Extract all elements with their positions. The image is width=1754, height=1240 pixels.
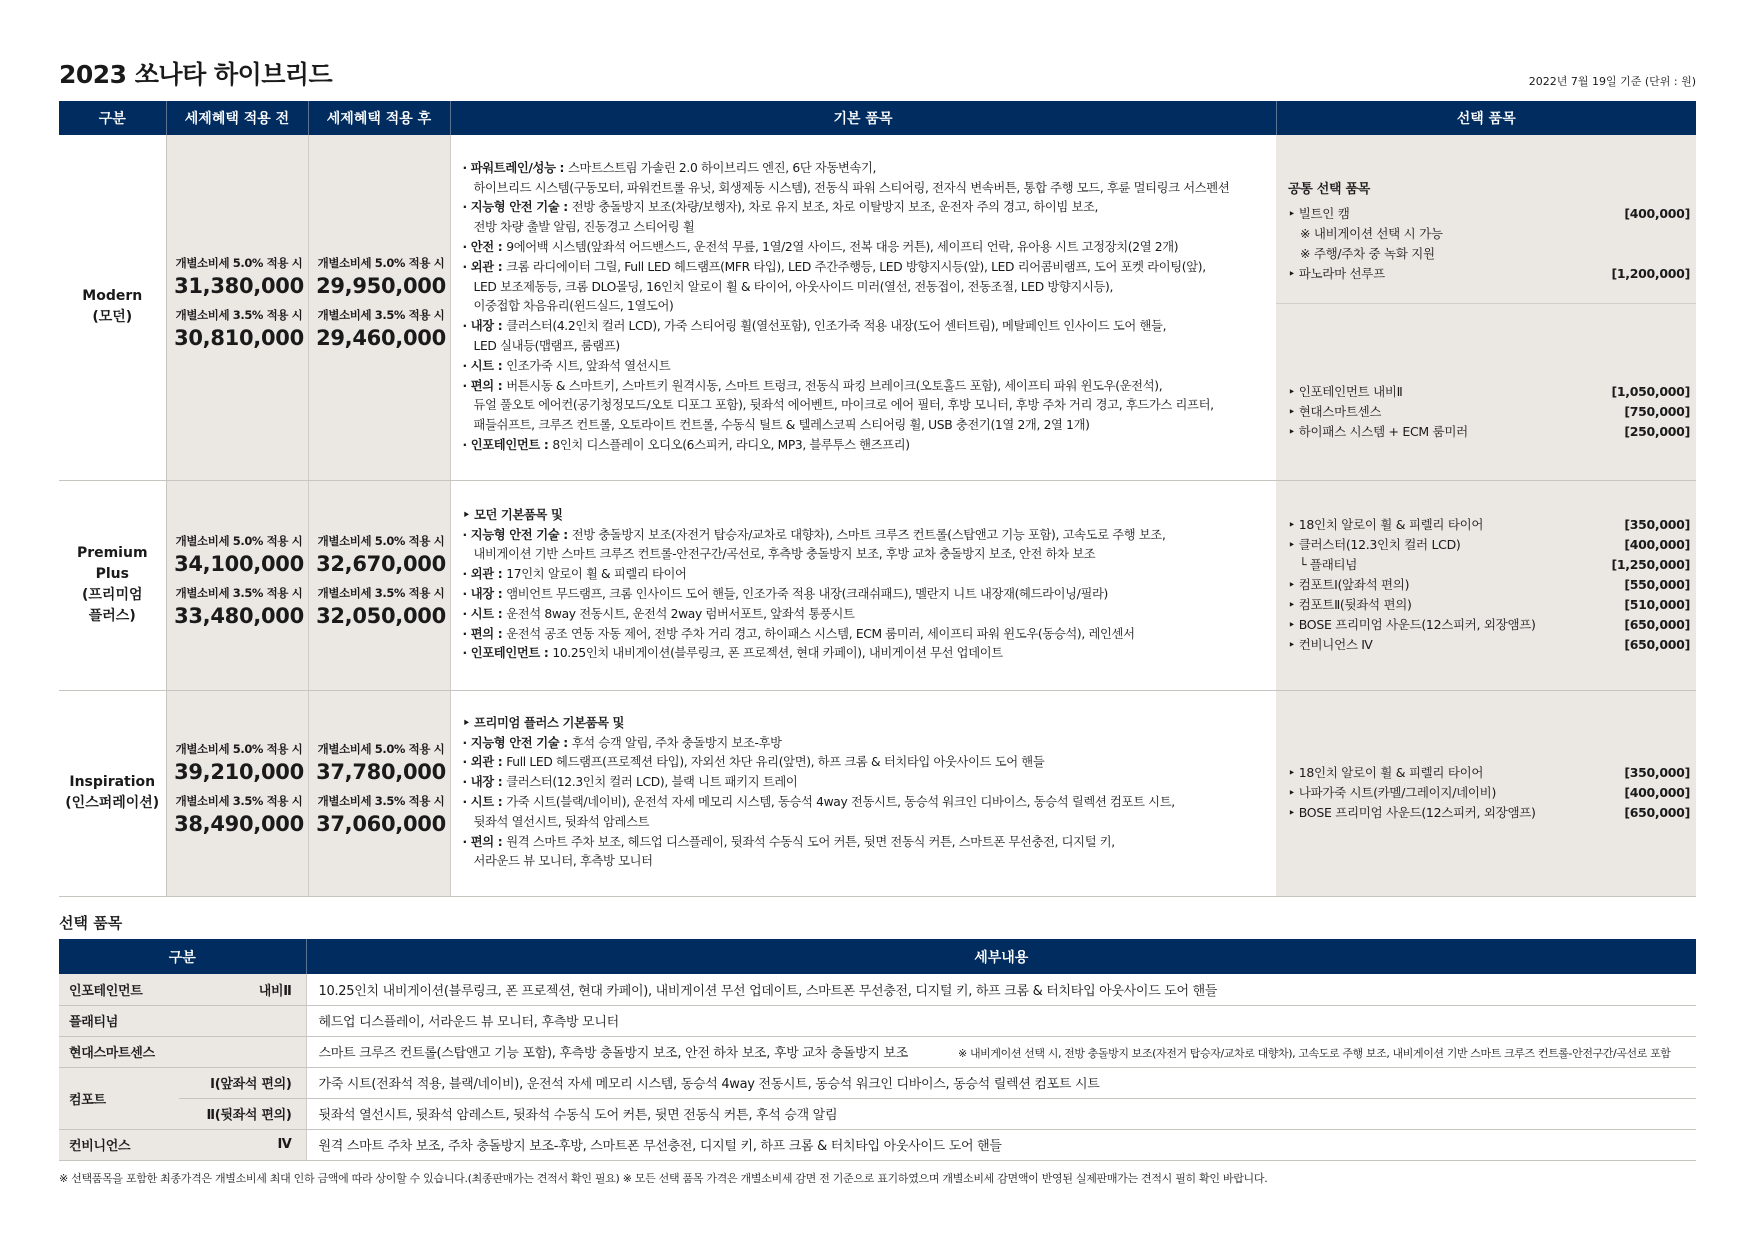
option-cat: 컴포트 — [59, 1067, 179, 1129]
basic-item-category: · 안전 : — [462, 239, 507, 254]
tax-label: 개별소비세 3.5% 적용 시 — [175, 794, 303, 808]
option-item — [1288, 803, 1690, 823]
basic-item-text: 뒷좌석 열선시트, 뒷좌석 암레스트 — [473, 814, 650, 829]
option-item-price: [1,050,000] — [1611, 384, 1690, 400]
price-before — [166, 690, 308, 896]
option-detail: 뒷좌석 열선시트, 뒷좌석 암레스트, 뒷좌석 수동식 도어 커튼, 뒷면 전동식 커튼, 후석 승객 알림 — [306, 1098, 1696, 1129]
option-sub: Ⅳ — [179, 1129, 306, 1160]
option-section-title: 선택 품목 — [59, 914, 123, 932]
header-before: 세제혜택 적용 전 — [166, 101, 308, 135]
option-item-price: [750,000] — [1624, 404, 1690, 420]
header-option: 선택 품목 — [1276, 101, 1696, 135]
option-item-name: ‣ 컨비니언스 Ⅳ — [1288, 637, 1373, 652]
option-item — [1288, 382, 1690, 402]
tax-label: 개별소비세 3.5% 적용 시 — [317, 794, 445, 808]
option-item-price: [650,000] — [1624, 637, 1690, 652]
basic-item-line — [463, 773, 1273, 793]
tax-label: 개별소비세 5.0% 적용 시 — [175, 534, 303, 548]
trim-name-line: Modern — [82, 288, 143, 305]
basic-item-category: · 내장 : — [462, 319, 507, 334]
trim-row-premium-plus — [59, 480, 1696, 690]
option-item-name: ‣ 18인치 알로이 휠 & 피렐리 타이어 — [1288, 517, 1484, 532]
basic-item-text: 스마트스트림 가솔린 2.0 하이브리드 엔진, 6단 자동변속기, — [568, 160, 877, 175]
header-option-cat: 구분 — [59, 939, 306, 974]
basic-item-text: 인조가죽 시트, 앞좌석 열선시트 — [506, 358, 671, 373]
basic-item-text: 서라운드 뷰 모니터, 후측방 모니터 — [473, 854, 653, 869]
header-after: 세제혜택 적용 후 — [308, 101, 450, 135]
trim-name — [59, 135, 166, 480]
option-item-name: ‣ 인포테인먼트 내비Ⅱ — [1288, 384, 1403, 400]
basic-item-category: · 편의 : — [462, 378, 507, 393]
option-row — [59, 1005, 1696, 1036]
basic-item-text: 전방 충돌방지 보조(자전거 탑승자/교차로 대향차), 스마트 크루즈 컨트롤(스탑앤고 기능 포함), 고속도로 주행 보조, — [571, 527, 1166, 542]
header-trim: 구분 — [59, 101, 166, 135]
basic-item-text: 하이브리드 시스템(구동모터, 파워컨트롤 유닛, 회생제동 시스템), 전동식 파워 스티어링, 전자식 변속버튼, 통합 주행 모드, 후륜 멀티링크 서스펜션 — [473, 180, 1230, 195]
basic-item-text: 패들쉬프트, 크루즈 컨트롤, 오토라이트 컨트롤, 수동식 틸트 & 텔레스코픽 스티어링 휠, USB 충전기(1열 2개, 2열 1개) — [473, 418, 1090, 433]
option-detail — [306, 1036, 1696, 1067]
option-item — [1288, 402, 1690, 422]
trim-name-line: Premium — [76, 545, 148, 561]
price-after — [308, 135, 450, 480]
trim-row-modern — [59, 135, 1696, 480]
basic-item-line — [463, 753, 1273, 773]
option-item-name: ※ 내비게이션 선택 시 가능 — [1300, 226, 1443, 242]
basic-item-category: · 시트 : — [462, 358, 507, 373]
basic-item-line — [463, 198, 1273, 218]
price-value: 32,670,000 — [316, 552, 446, 576]
option-item-price: [400,000] — [1624, 206, 1690, 222]
price-value: 31,380,000 — [174, 274, 304, 299]
option-item-name: ‣ 파노라마 선루프 — [1288, 266, 1385, 282]
basic-item-line — [463, 377, 1273, 397]
price-value: 29,460,000 — [316, 326, 446, 351]
price-after — [308, 480, 450, 690]
option-detail-text: 스마트 크루즈 컨트롤(스탑앤고 기능 포함), 후측방 충돌방지 보조, 안전 하차 보조, 후방 교차 충돌방지 보조 — [318, 1046, 909, 1061]
price-value: 37,780,000 — [316, 760, 446, 784]
basic-item-line — [463, 625, 1273, 645]
option-item-price: [550,000] — [1624, 577, 1690, 592]
basic-item-category: · 내장 : — [462, 775, 507, 790]
basic-item-category: · 인포테인먼트 : — [462, 437, 553, 452]
basic-item-text: 버튼시동 & 스마트키, 스마트키 원격시동, 스마트 트렁크, 전동식 파킹 브레이크(오토홀드 포함), 세이프티 파워 윈도우(운전석), — [506, 378, 1163, 393]
option-cat: 플래티넘 — [59, 1005, 179, 1036]
basic-item-text: 클러스터(12.3인치 컬러 LCD), 블랙 니트 패키지 트레이 — [506, 775, 798, 790]
basic-item-category: ‣ 프리미엄 플러스 기본품목 및 — [462, 715, 625, 730]
price-before — [166, 135, 308, 480]
basic-item-category: · 외관 : — [462, 755, 507, 770]
price-after — [308, 690, 450, 896]
price-before — [166, 480, 308, 690]
basic-item-line — [463, 278, 1273, 298]
header-basic: 기본 품목 — [450, 101, 1276, 135]
basic-item-line — [463, 793, 1273, 813]
option-sub — [179, 1036, 306, 1067]
option-item — [1288, 763, 1690, 783]
price-value: 38,490,000 — [174, 812, 304, 836]
basic-item-line — [463, 396, 1273, 416]
trim-name-line: Inspiration — [69, 774, 156, 790]
option-cat: 인포테인먼트 — [59, 974, 179, 1005]
option-sub: Ⅱ(뒷좌석 편의) — [179, 1098, 306, 1129]
option-items — [1276, 480, 1696, 690]
basic-item-text: 이중접합 차음유리(윈드실드, 1열도어) — [473, 299, 674, 314]
basic-item-text: 9에어백 시스템(앞좌석 어드밴스드, 운전석 무릎, 1열/2열 사이드, 전복 대응 커튼), 세이프티 언락, 유아용 시트 고정장치(2열 2개) — [506, 239, 1179, 254]
basic-item-line — [463, 585, 1273, 605]
common-options-title: 공통 선택 품목 — [1288, 182, 1370, 198]
basic-item-category: · 지능형 안전 기술 : — [462, 527, 572, 542]
option-detail: 원격 스마트 주차 보조, 주차 충돌방지 보조-후방, 스마트폰 무선충전, 디지털 키, 하프 크롬 & 터치타입 아웃사이드 도어 핸들 — [306, 1129, 1696, 1160]
price-value: 39,210,000 — [174, 760, 304, 784]
basic-item-line — [463, 218, 1273, 238]
tax-label: 개별소비세 5.0% 적용 시 — [317, 534, 445, 548]
option-item-name: └ 플래티넘 — [1288, 557, 1358, 572]
basic-item-line — [463, 258, 1273, 278]
option-detail: 가죽 시트(전좌석 적용, 블랙/네이비), 운전석 자세 메모리 시스템, 동승석 4way 전동시트, 동승석 워크인 디바이스, 동승석 릴렉션 컴포트 시트 — [306, 1067, 1696, 1098]
basic-item-line — [463, 357, 1273, 377]
basic-item-line — [463, 644, 1273, 664]
tax-label: 개별소비세 3.5% 적용 시 — [175, 586, 303, 600]
tax-label: 개별소비세 3.5% 적용 시 — [175, 308, 303, 323]
page-title: 2023 쏘나타 하이브리드 — [59, 60, 333, 89]
price-value: 32,050,000 — [316, 604, 446, 628]
option-item — [1288, 244, 1690, 264]
basic-items — [450, 135, 1276, 480]
basic-item-text: Full LED 헤드램프(프로젝션 타입), 자외선 차단 유리(앞면), 하프 크롬 & 터치타입 아웃사이드 도어 핸들 — [506, 755, 1045, 770]
tax-label: 개별소비세 5.0% 적용 시 — [175, 256, 303, 271]
basic-item-text: 전방 차량 출발 알림, 진동경고 스티어링 휠 — [473, 220, 695, 235]
basic-item-line — [463, 545, 1273, 565]
price-value: 34,100,000 — [174, 552, 304, 576]
option-item — [1288, 783, 1690, 803]
basic-item-text: 17인치 알로이 휠 & 피렐리 타이어 — [506, 567, 687, 582]
option-row — [59, 1098, 1696, 1129]
basic-item-line — [463, 337, 1273, 357]
option-item-name: ※ 주행/주차 중 녹화 지원 — [1300, 246, 1435, 262]
basic-item-text: LED 보조제동등, 크롬 DLO몰딩, 16인치 알로이 휠 & 타이어, 아웃사이드 미러(열선, 전동접이, 전동조절, LED 방향지시등), — [473, 279, 1114, 294]
basic-item-text: 가죽 시트(블랙/네이비), 운전석 자세 메모리 시스템, 동승석 4way 전동시트, 동승석 워크인 디바이스, 동승석 릴렉션 컴포트 시트, — [506, 795, 1175, 809]
tax-label: 개별소비세 3.5% 적용 시 — [317, 308, 445, 323]
option-item-price: [650,000] — [1624, 617, 1690, 632]
option-sub: 내비Ⅱ — [179, 974, 306, 1005]
basic-item-text: 전방 충돌방지 보조(차량/보행자), 차로 유지 보조, 차로 이탈방지 보조, 운전자 주의 경고, 하이빔 보조, — [571, 200, 1099, 215]
option-item-price: [1,250,000] — [1611, 557, 1690, 572]
basic-item-text: 크롬 라디에이터 그릴, Full LED 헤드램프(MFR 타입), LED 주간주행등, LED 방향지시등(앞), LED 리어콤비램프, 도어 포켓 라이팅(앞), — [506, 259, 1206, 274]
basic-item-category: · 편의 : — [462, 834, 507, 849]
option-list — [1276, 304, 1696, 442]
option-sub — [179, 1005, 306, 1036]
trim-name-line: (모던) — [92, 309, 133, 326]
basic-items — [450, 480, 1276, 690]
trim-name-line: (프리미엄 — [82, 587, 143, 603]
option-cat: 현대스마트센스 — [59, 1036, 179, 1067]
option-item-name: ‣ 컴포트Ⅰ(앞좌석 편의) — [1288, 577, 1410, 592]
option-item — [1288, 515, 1690, 535]
option-item-price: [1,200,000] — [1611, 266, 1690, 282]
option-item-name: ‣ 현대스마트센스 — [1288, 404, 1382, 420]
basic-item-text: 원격 스마트 주차 보조, 헤드업 디스플레이, 뒷좌석 수동식 도어 커튼, 뒷면 전동식 커튼, 스마트폰 무선충전, 디지털 키, — [506, 834, 1115, 849]
option-item-name: ‣ 18인치 알로이 휠 & 피렐리 타이어 — [1288, 765, 1484, 780]
basic-item-category: · 지능형 안전 기술 : — [462, 735, 572, 750]
trim-name-line: 플러스) — [88, 608, 136, 624]
trim-row-inspiration — [59, 690, 1696, 896]
option-item — [1288, 224, 1690, 244]
basic-item-category: · 편의 : — [462, 626, 507, 641]
basic-item-line — [463, 565, 1273, 585]
option-item-price: [400,000] — [1624, 785, 1690, 800]
option-row — [59, 1036, 1696, 1067]
basic-items — [450, 690, 1276, 896]
price-value: 33,480,000 — [174, 604, 304, 628]
option-item-name: ‣ BOSE 프리미엄 사운드(12스피커, 외장앰프) — [1288, 805, 1536, 820]
option-item — [1288, 635, 1690, 655]
basic-item-line — [463, 159, 1273, 179]
basic-item-line — [463, 605, 1273, 625]
option-item-price: [350,000] — [1624, 517, 1690, 532]
option-items — [1276, 135, 1696, 480]
option-row — [59, 1129, 1696, 1160]
basic-item-line — [463, 852, 1273, 872]
option-item-name: ‣ 컴포트Ⅱ(뒷좌석 편의) — [1288, 597, 1412, 612]
option-sub: Ⅰ(앞좌석 편의) — [179, 1067, 306, 1098]
option-item — [1288, 595, 1690, 615]
option-item-price: [510,000] — [1624, 597, 1690, 612]
option-item — [1288, 422, 1690, 442]
option-item-price: [350,000] — [1624, 765, 1690, 780]
trim-name — [59, 480, 166, 690]
basic-item-category: · 지능형 안전 기술 : — [462, 200, 572, 215]
basic-item-line — [463, 436, 1273, 456]
tax-label: 개별소비세 5.0% 적용 시 — [317, 742, 445, 756]
basic-item-line — [463, 813, 1273, 833]
basic-item-text: LED 실내등(맵램프, 룸램프) — [473, 338, 620, 353]
basic-item-line — [463, 714, 1273, 734]
price-value: 30,810,000 — [174, 326, 304, 351]
basic-item-category: · 시트 : — [462, 795, 507, 809]
option-item-name: ‣ 하이패스 시스템 + ECM 룸미러 — [1288, 424, 1468, 440]
basic-item-line — [463, 416, 1273, 436]
option-detail-note: ※ 내비게이션 선택 시, 전방 충돌방지 보조(자전거 탑승자/교차로 대향차), 고속도로 주행 보조, 내비게이션 기반 스마트 크루즈 컨트롤-안전구간/곡선로 포함 — [958, 1047, 1671, 1060]
option-item — [1288, 575, 1690, 595]
tax-label: 개별소비세 5.0% 적용 시 — [175, 742, 303, 756]
basic-item-line — [463, 238, 1273, 258]
basic-item-text: 내비게이션 기반 스마트 크루즈 컨트롤-안전구간/곡선로, 후측방 충돌방지 보조, 후방 교차 충돌방지 보조, 안전 하차 보조 — [473, 547, 1096, 562]
option-item-price: [650,000] — [1624, 805, 1690, 820]
basic-item-line — [463, 297, 1273, 317]
option-item — [1288, 535, 1690, 555]
basic-item-line — [463, 317, 1273, 337]
basic-item-category: · 외관 : — [462, 567, 507, 582]
footer-note: ※ 선택품목을 포함한 최종가격은 개별소비세 최대 인하 금액에 따라 상이할 수 있습니다.(최종판매가는 견적서 확인 필요) ※ 모든 선택 품목 가격은 개별소비세 감면 전 기준으로 표기하였으며 개별소비세 감면액이 반영된 실제판매가는 견적시 필히 확인 바랍니다. — [59, 1172, 1268, 1185]
option-item-price: [250,000] — [1624, 424, 1690, 440]
basic-item-category: ‣ 모던 기본품목 및 — [462, 507, 563, 522]
option-item — [1288, 615, 1690, 635]
basic-item-text: 앰비언트 무드램프, 크롬 인사이드 도어 핸들, 인조가죽 적용 내장(크래쉬패드), 멜란지 니트 내장재(헤드라이닝/필라) — [506, 587, 1108, 601]
basic-item-line — [463, 179, 1273, 199]
basic-item-category: · 파워트레인/성능 : — [462, 160, 569, 175]
option-cat: 컨비니언스 — [59, 1129, 179, 1160]
date-note: 2022년 7월 19일 기준 (단위 : 원) — [1528, 75, 1696, 88]
basic-item-line — [463, 526, 1273, 546]
tax-label: 개별소비세 3.5% 적용 시 — [317, 586, 445, 600]
basic-item-text: 클러스터(4.2인치 컬러 LCD), 가죽 스티어링 휠(열선포함), 인조가죽 적용 내장(도어 센터트림), 메탈페인트 인사이드 도어 핸들, — [506, 319, 1167, 334]
common-option-list — [1288, 204, 1690, 284]
basic-item-category: · 외관 : — [462, 259, 507, 274]
option-item-price: [400,000] — [1624, 537, 1690, 552]
option-row — [59, 974, 1696, 1005]
trim-name-line: Plus — [95, 566, 129, 582]
price-table — [59, 101, 1696, 897]
option-detail: 헤드업 디스플레이, 서라운드 뷰 모니터, 후측방 모니터 — [306, 1005, 1696, 1036]
option-detail: 10.25인치 내비게이션(블루링크, 폰 프로젝션, 현대 카페이), 내비게이션 무선 업데이트, 스마트폰 무선충전, 디지털 키, 하프 크롬 & 터치타입 아웃사이드 도어 핸들 — [306, 974, 1696, 1005]
basic-item-text: 8인치 디스플레이 오디오(6스피커, 라디오, MP3, 블루투스 핸즈프리) — [552, 437, 910, 452]
basic-item-line — [463, 734, 1273, 754]
option-items — [1276, 690, 1696, 896]
basic-item-text: 10.25인치 내비게이션(블루링크, 폰 프로젝션, 현대 카페이), 내비게이션 무선 업데이트 — [552, 646, 1003, 661]
trim-name-line: (인스퍼레이션) — [65, 795, 160, 811]
option-detail-table — [59, 939, 1696, 1161]
option-row — [59, 1067, 1696, 1098]
header-option-detail: 세부내용 — [306, 939, 1696, 974]
option-item-name: ‣ 클러스터(12.3인치 컬러 LCD) — [1288, 537, 1461, 552]
price-value: 37,060,000 — [316, 812, 446, 836]
trim-name — [59, 690, 166, 896]
basic-item-category: · 내장 : — [462, 587, 507, 601]
basic-item-line — [463, 833, 1273, 853]
option-item — [1288, 204, 1690, 224]
option-item — [1288, 555, 1690, 575]
basic-item-text: 후석 승객 알림, 주차 충돌방지 보조-후방 — [571, 735, 782, 750]
basic-item-text: 듀얼 풀오토 에어컨(공기청정모드/오토 디포그 포함), 뒷좌석 에어벤트, 마이크로 에어 필터, 후방 모니터, 후방 주차 거리 경고, 후드가스 리프터, — [473, 398, 1214, 413]
option-item — [1288, 264, 1690, 284]
basic-item-line — [463, 506, 1273, 526]
option-item-name: ‣ BOSE 프리미엄 사운드(12스피커, 외장앰프) — [1288, 617, 1536, 632]
option-item-name: ‣ 빌트인 캠 — [1288, 206, 1350, 222]
option-item-name: ‣ 나파가죽 시트(카멜/그레이지/네이비) — [1288, 785, 1497, 800]
basic-item-category: · 시트 : — [462, 606, 507, 621]
basic-item-text: 운전석 공조 연동 자동 제어, 전방 주차 거리 경고, 하이패스 시스템, ECM 룸미러, 세이프티 파워 윈도우(동승석), 레인센서 — [506, 626, 1135, 641]
basic-item-category: · 인포테인먼트 : — [462, 646, 553, 661]
basic-item-text: 운전석 8way 전동시트, 운전석 2way 럼버서포트, 앞좌석 통풍시트 — [506, 606, 855, 621]
common-options — [1276, 172, 1696, 304]
tax-label: 개별소비세 5.0% 적용 시 — [317, 256, 445, 271]
price-value: 29,950,000 — [316, 274, 446, 299]
